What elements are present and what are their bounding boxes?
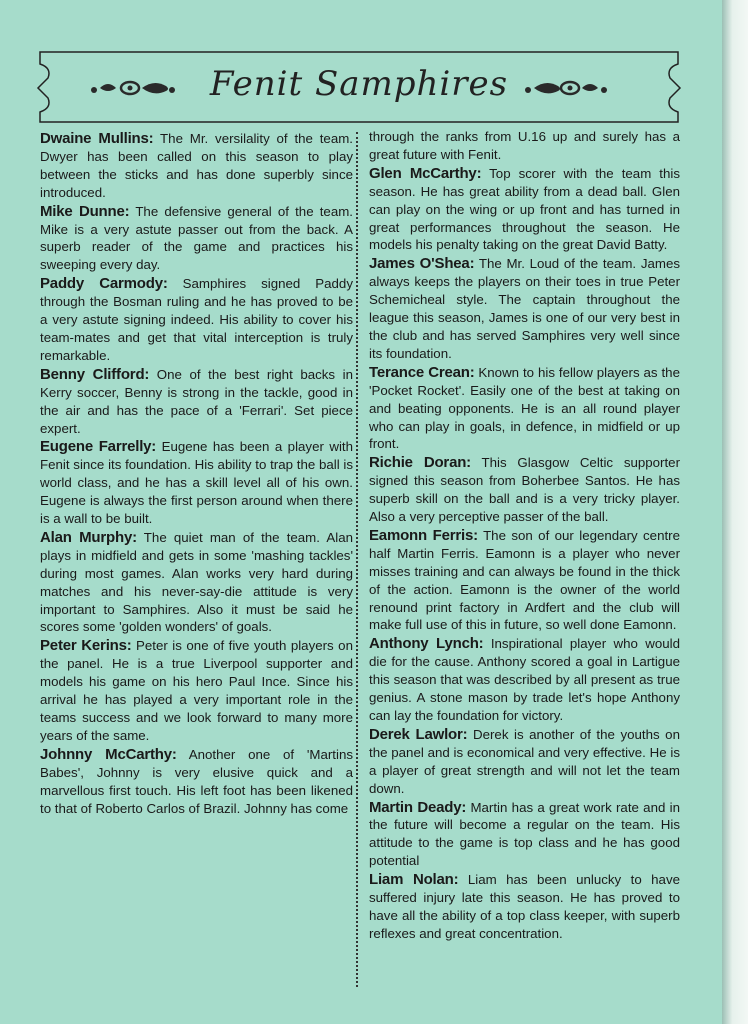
title-banner <box>30 46 688 128</box>
player-description: Samphires signed Paddy through the Bosman ruling and he has proved to be a very astute signing indeed. His ability to cover his team-mates and get that vital interception is truly remarkable. <box>40 276 353 363</box>
left-column <box>40 130 353 818</box>
player-entry <box>369 527 680 634</box>
player-description: Martin has a great work rate and in the future will become a regular on the team. His attitude to the game is top class and he has good potential <box>369 799 680 869</box>
page-title: Fenit Samphires <box>209 64 509 104</box>
player-description: Known to his fellow players as the 'Pocket Rocket'. Easily one of the best at taking on and beating opponents. He is an all round player who can play in goals, in defence, in midfield or up front. <box>369 364 680 452</box>
player-name: Derek Lawlor: <box>369 725 468 743</box>
player-description: Derek is another of the youths on the panel and is economical and very effective. He is a player of great strength and will not let the team down. <box>369 726 680 796</box>
player-name: Liam Nolan: <box>369 871 459 889</box>
player-description: Liam has been unlucky to have suffered injury late this season. He has proved to have all the ability of a top class keeper, with superb reflexes and great concentration. <box>369 872 680 941</box>
player-description: through the ranks from U.16 up and surely has a great future with Fenit. <box>369 129 680 162</box>
player-name: Peter Kerins: <box>40 637 132 655</box>
player-name: Dwaine Mullins: <box>40 130 154 147</box>
player-entry <box>40 637 353 744</box>
player-entry <box>369 799 680 871</box>
player-entry <box>40 438 353 528</box>
player-entry <box>369 871 680 943</box>
player-entry <box>40 529 353 636</box>
player-entry <box>369 255 680 362</box>
player-description: The quiet man of the team. Alan plays in midfield and gets in some 'mashing tackles' during most games. Alan works very hard during matches and his never-say-die attitude is very important to Samphires. Also it must be said he scores some 'golden wonders' of goals. <box>40 529 353 635</box>
player-entry <box>369 165 680 255</box>
player-name: Eugene Farrelly: <box>40 438 157 456</box>
player-description: Inspirational player who would die for the cause. Anthony scored a goal in Lartigue this season that was described by all present as true genius. A stone mason by trade let's hope Anthony can lay the foundation for victory. <box>369 636 680 723</box>
player-name: Benny Clifford: <box>40 365 150 383</box>
player-entry <box>40 366 353 438</box>
player-name: Martin Deady: <box>369 798 467 816</box>
right-column <box>369 128 680 944</box>
player-description: Eugene has been a player with Fenit since its foundation. His ability to trap the ball is world class, and he has a skill level all of his own. Eugene is always the first person around when there is a wall to be built. <box>40 439 353 527</box>
player-description: The Mr. Loud of the team. James always keeps the players on their toes in true Peter Schemicheal style. The captain throughout the league this season, James is one of our very best in the club and has served Samphires very well since its foundation. <box>369 256 680 361</box>
player-name: Alan Murphy: <box>40 528 137 546</box>
player-entry <box>369 364 680 454</box>
player-name: Johnny McCarthy: <box>40 745 177 763</box>
player-description: The son of our legendary centre half Martin Ferris. Eamonn is a player who never misses training and can always be found in the thick of the action. Eamonn is the owner of the world renound print factory in Ardfert and the club will make full use of this in future, so well done Eamonn. <box>369 527 680 633</box>
player-name: Paddy Carmody: <box>40 275 168 293</box>
player-description: Another one of 'Martins Babes', Johnny is very elusive quick and a marvellous first touch. His left foot has been likened to that of Roberto Carlos of Brazil. Johnny has come <box>40 746 353 816</box>
player-description: The Mr. versilality of the team. Dwyer has been called on this season to play between the sticks and has done superbly since introduced. <box>40 131 353 200</box>
player-name: Richie Doran: <box>369 454 471 472</box>
player-name: Eamonn Ferris: <box>369 526 478 544</box>
player-entry <box>40 130 353 202</box>
player-entry <box>40 746 353 818</box>
column-divider <box>356 132 358 987</box>
player-name: Anthony Lynch: <box>369 635 484 653</box>
player-name: Mike Dunne: <box>40 202 130 220</box>
player-entry <box>369 454 680 526</box>
player-entry <box>369 128 680 164</box>
player-description: Peter is one of five youth players on the panel. He is a true Liverpool supporter and models his game on his hero Paul Ince. Since his arrival he has played a very important role in the teams success and we look forward to many more years of the same. <box>40 638 353 743</box>
player-description: One of the best right backs in Kerry soccer, Benny is strong in the tackle, good in the air and has the pace of a 'Ferrari'. Set piece expert. <box>40 366 353 436</box>
player-entry <box>369 635 680 725</box>
player-name: James O'Shea: <box>369 255 475 273</box>
page-edge <box>722 0 748 1024</box>
player-name: Glen McCarthy: <box>369 164 482 182</box>
player-entry <box>40 275 353 365</box>
player-description: This Glasgow Celtic supporter signed this season from Boherbee Santos. He has superb skill on the ball and is a very tricky player. Also a very perceptive passer of the ball. <box>369 455 680 525</box>
player-name: Terance Crean: <box>369 363 475 381</box>
player-description: Top scorer with the team this season. He has great ability from a dead ball. Glen can play on the wing or up front and has turned in great performances throughout the season. He models his penalty taking on the great David Batty. <box>369 165 680 253</box>
player-entry <box>40 203 353 275</box>
player-entry <box>369 726 680 798</box>
player-description: The defensive general of the team. Mike is a very astute passer out from the back. A superb reader of the game and practices his sweeping every day. <box>40 203 353 273</box>
